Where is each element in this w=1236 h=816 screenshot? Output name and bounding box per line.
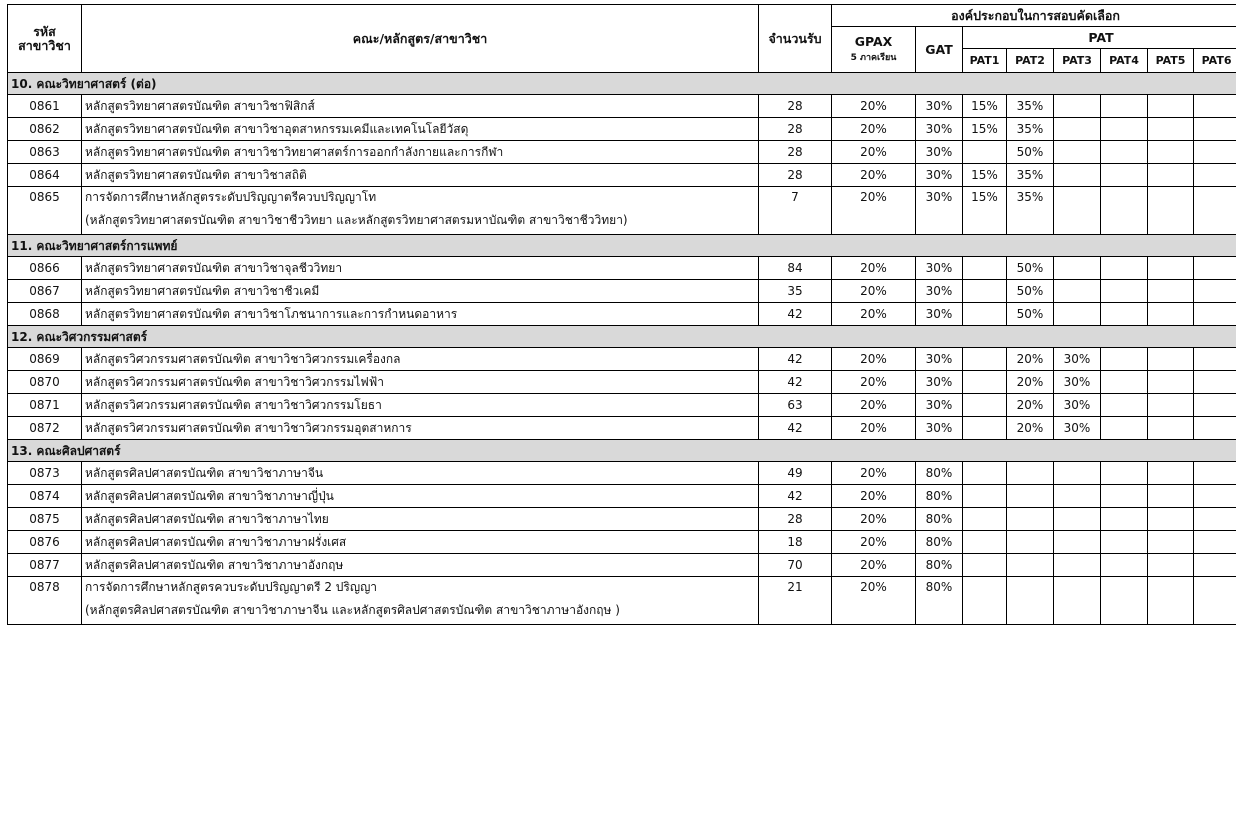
program-name <box>82 371 759 394</box>
pat4-weight <box>1101 462 1148 485</box>
quota-value: 42 <box>759 417 832 440</box>
gat-weight: 30% <box>916 95 963 118</box>
pat2-weight <box>1007 508 1054 531</box>
gat-weight: 30% <box>916 417 963 440</box>
program-name-line1: หลักสูตรศิลปศาสตรบัณฑิต สาขาวิชาภาษาไทย <box>85 512 329 526</box>
program-code: 0877 <box>8 554 82 577</box>
pat3-weight <box>1054 508 1101 531</box>
program-name <box>82 257 759 280</box>
program-code: 0870 <box>8 371 82 394</box>
faculty-title: 11. คณะวิทยาศาสตร์การแพทย์ <box>8 235 1236 257</box>
pat1-weight <box>963 257 1007 280</box>
pat4-weight <box>1101 257 1148 280</box>
program-name <box>82 164 759 187</box>
pat6-weight <box>1194 485 1236 508</box>
pat4-weight <box>1101 280 1148 303</box>
pat3-weight <box>1054 118 1101 141</box>
gat-weight: 30% <box>916 187 963 235</box>
program-name <box>82 417 759 440</box>
gpax-header <box>832 27 916 73</box>
pat1-weight <box>963 348 1007 371</box>
pat1-weight <box>963 462 1007 485</box>
pat2-header: PAT2 <box>1007 49 1054 73</box>
pat4-weight <box>1101 577 1148 625</box>
pat5-weight <box>1148 95 1194 118</box>
faculty-section-row <box>8 235 1236 257</box>
program-name <box>82 462 759 485</box>
pat4-weight <box>1101 187 1148 235</box>
table-row <box>8 164 1236 187</box>
program-name <box>82 577 759 625</box>
pat4-weight <box>1101 554 1148 577</box>
pat2-weight: 50% <box>1007 303 1054 326</box>
gat-weight: 30% <box>916 280 963 303</box>
program-name-line1: หลักสูตรศิลปศาสตรบัณฑิต สาขาวิชาภาษาจีน <box>85 466 324 480</box>
table-row <box>8 531 1236 554</box>
faculty-section-row <box>8 326 1236 348</box>
gpax-weight: 20% <box>832 371 916 394</box>
gat-weight: 80% <box>916 577 963 625</box>
pat3-weight: 30% <box>1054 371 1101 394</box>
program-name-line1: หลักสูตรวิทยาศาสตรบัณฑิต สาขาวิชาวิทยาศาสตร์การออกกำลังกายและการกีฬา <box>85 145 504 159</box>
gpax-header-label: GPAX <box>854 33 893 49</box>
pat6-weight <box>1194 508 1236 531</box>
table-row <box>8 348 1236 371</box>
pat6-weight <box>1194 394 1236 417</box>
pat6-weight <box>1194 554 1236 577</box>
program-code: 0871 <box>8 394 82 417</box>
pat3-weight <box>1054 164 1101 187</box>
pat5-weight <box>1148 417 1194 440</box>
table-row <box>8 141 1236 164</box>
gpax-weight: 20% <box>832 95 916 118</box>
program-code: 0869 <box>8 348 82 371</box>
pat1-weight: 15% <box>963 187 1007 235</box>
pat6-weight <box>1194 462 1236 485</box>
pat6-weight <box>1194 417 1236 440</box>
quota-value: 28 <box>759 95 832 118</box>
code-header <box>8 5 82 73</box>
pat5-weight <box>1148 348 1194 371</box>
pat3-weight <box>1054 462 1101 485</box>
quota-value: 7 <box>759 187 832 235</box>
quota-value: 63 <box>759 394 832 417</box>
program-name-line2: (หลักสูตรศิลปศาสตรบัณฑิต สาขาวิชาภาษาจีน และหลักสูตรศิลปศาสตรบัณฑิต สาขาวิชาภาษาอังกฤษ ) <box>85 603 620 617</box>
pat1-weight <box>963 303 1007 326</box>
pat5-weight <box>1148 577 1194 625</box>
quota-value: 49 <box>759 462 832 485</box>
quota-value: 28 <box>759 164 832 187</box>
pat5-weight <box>1148 187 1194 235</box>
gat-weight: 80% <box>916 554 963 577</box>
quota-value: 42 <box>759 303 832 326</box>
program-code: 0878 <box>8 577 82 625</box>
pat5-weight <box>1148 164 1194 187</box>
gat-weight: 30% <box>916 348 963 371</box>
pat2-weight: 50% <box>1007 257 1054 280</box>
pat5-header: PAT5 <box>1148 49 1194 73</box>
pat2-weight: 50% <box>1007 280 1054 303</box>
gpax-weight: 20% <box>832 118 916 141</box>
pat2-weight: 35% <box>1007 118 1054 141</box>
quota-value: 35 <box>759 280 832 303</box>
table-row <box>8 577 1236 625</box>
pat6-weight <box>1194 348 1236 371</box>
pat6-weight <box>1194 531 1236 554</box>
pat3-weight <box>1054 554 1101 577</box>
pat2-weight <box>1007 462 1054 485</box>
pat4-weight <box>1101 118 1148 141</box>
table-row <box>8 508 1236 531</box>
gpax-weight: 20% <box>832 394 916 417</box>
table-row <box>8 280 1236 303</box>
gat-weight: 30% <box>916 394 963 417</box>
pat5-weight <box>1148 485 1194 508</box>
program-name <box>82 394 759 417</box>
gat-weight: 30% <box>916 371 963 394</box>
pat1-weight <box>963 280 1007 303</box>
pat2-weight <box>1007 577 1054 625</box>
quota-value: 28 <box>759 118 832 141</box>
pat2-weight: 35% <box>1007 95 1054 118</box>
pat1-weight <box>963 141 1007 164</box>
pat3-weight <box>1054 257 1101 280</box>
program-name-line1: หลักสูตรวิทยาศาสตรบัณฑิต สาขาวิชาอุตสาหกรรมเคมีและเทคโนโลยีวัสดุ <box>85 122 469 136</box>
quota-value: 42 <box>759 485 832 508</box>
pat2-weight <box>1007 554 1054 577</box>
table-row <box>8 462 1236 485</box>
pat3-weight <box>1054 280 1101 303</box>
pat6-header: PAT6 <box>1194 49 1236 73</box>
pat6-weight <box>1194 141 1236 164</box>
pat5-weight <box>1148 531 1194 554</box>
program-name <box>82 118 759 141</box>
table-row <box>8 303 1236 326</box>
pat3-weight <box>1054 577 1101 625</box>
pat3-weight: 30% <box>1054 348 1101 371</box>
quota-value: 42 <box>759 371 832 394</box>
gpax-weight: 20% <box>832 280 916 303</box>
gat-weight: 30% <box>916 303 963 326</box>
pat6-weight <box>1194 187 1236 235</box>
program-name <box>82 485 759 508</box>
table-body <box>8 73 1236 625</box>
program-name-line1: หลักสูตรวิศวกรรมศาสตรบัณฑิต สาขาวิชาวิศวกรรมอุตสาหการ <box>85 421 412 435</box>
components-header: องค์ประกอบในการสอบคัดเลือก <box>832 5 1236 27</box>
pat4-weight <box>1101 394 1148 417</box>
gpax-weight: 20% <box>832 141 916 164</box>
gpax-weight: 20% <box>832 187 916 235</box>
code-header-line2: สาขาวิชา <box>18 37 71 53</box>
program-name <box>82 531 759 554</box>
gpax-weight: 20% <box>832 257 916 280</box>
quota-value: 70 <box>759 554 832 577</box>
table-row <box>8 95 1236 118</box>
program-name-line1: หลักสูตรวิศวกรรมศาสตรบัณฑิต สาขาวิชาวิศวกรรมไฟฟ้า <box>85 375 385 389</box>
pat3-weight <box>1054 141 1101 164</box>
faculty-section-row <box>8 440 1236 462</box>
program-name <box>82 95 759 118</box>
pat2-weight: 35% <box>1007 187 1054 235</box>
program-name <box>82 187 759 235</box>
table-row <box>8 187 1236 235</box>
pat2-weight <box>1007 531 1054 554</box>
pat3-weight: 30% <box>1054 417 1101 440</box>
quota-value: 21 <box>759 577 832 625</box>
quota-value: 28 <box>759 508 832 531</box>
program-name-line1: หลักสูตรวิทยาศาสตรบัณฑิต สาขาวิชาสถิติ <box>85 168 307 182</box>
pat2-weight: 20% <box>1007 348 1054 371</box>
pat1-weight <box>963 485 1007 508</box>
pat3-weight <box>1054 187 1101 235</box>
program-name-line1: หลักสูตรวิทยาศาสตรบัณฑิต สาขาวิชาชีวเคมี <box>85 284 320 298</box>
pat1-weight <box>963 577 1007 625</box>
table-row <box>8 417 1236 440</box>
gpax-weight: 20% <box>832 462 916 485</box>
pat1-weight <box>963 531 1007 554</box>
pat1-weight: 15% <box>963 118 1007 141</box>
program-code: 0861 <box>8 95 82 118</box>
quota-header: จำนวนรับ <box>759 5 832 73</box>
pat4-weight <box>1101 531 1148 554</box>
gat-weight: 80% <box>916 462 963 485</box>
pat1-weight <box>963 417 1007 440</box>
pat5-weight <box>1148 118 1194 141</box>
pat4-weight <box>1101 371 1148 394</box>
faculty-title: 10. คณะวิทยาศาสตร์ (ต่อ) <box>8 73 1236 95</box>
pat6-weight <box>1194 164 1236 187</box>
program-code: 0872 <box>8 417 82 440</box>
pat4-weight <box>1101 508 1148 531</box>
table-row <box>8 554 1236 577</box>
gat-weight: 30% <box>916 141 963 164</box>
gat-weight: 80% <box>916 508 963 531</box>
pat6-weight <box>1194 577 1236 625</box>
program-code: 0868 <box>8 303 82 326</box>
gat-weight: 30% <box>916 164 963 187</box>
pat6-weight <box>1194 118 1236 141</box>
program-code: 0865 <box>8 187 82 235</box>
code-header-line1: รหัส <box>33 23 56 39</box>
program-name-line1: การจัดการศึกษาหลักสูตรระดับปริญญาตรีควบปริญญาโท <box>85 190 377 204</box>
pat3-weight <box>1054 303 1101 326</box>
pat1-weight <box>963 508 1007 531</box>
table-row <box>8 118 1236 141</box>
pat3-weight <box>1054 485 1101 508</box>
pat2-weight: 35% <box>1007 164 1054 187</box>
gpax-weight: 20% <box>832 508 916 531</box>
pat3-header: PAT3 <box>1054 49 1101 73</box>
faculty-title: 12. คณะวิศวกรรมศาสตร์ <box>8 326 1236 348</box>
program-code: 0862 <box>8 118 82 141</box>
pat1-header: PAT1 <box>963 49 1007 73</box>
pat6-weight <box>1194 95 1236 118</box>
table-row <box>8 257 1236 280</box>
gpax-weight: 20% <box>832 164 916 187</box>
pat1-weight: 15% <box>963 164 1007 187</box>
pat3-weight <box>1054 95 1101 118</box>
pat5-weight <box>1148 280 1194 303</box>
gat-weight: 30% <box>916 257 963 280</box>
program-name-line1: หลักสูตรวิทยาศาสตรบัณฑิต สาขาวิชาฟิสิกส์ <box>85 99 315 113</box>
gat-header: GAT <box>916 27 963 73</box>
program-name-line1: การจัดการศึกษาหลักสูตรควบระดับปริญญาตรี 2 ปริญญา <box>85 580 378 594</box>
pat5-weight <box>1148 394 1194 417</box>
program-code: 0876 <box>8 531 82 554</box>
faculty-section-row <box>8 73 1236 95</box>
program-name-line1: หลักสูตรวิทยาศาสตรบัณฑิต สาขาวิชาโภชนาการและการกำหนดอาหาร <box>85 307 458 321</box>
gpax-weight: 20% <box>832 417 916 440</box>
gat-weight: 80% <box>916 531 963 554</box>
gpax-weight: 20% <box>832 554 916 577</box>
program-code: 0867 <box>8 280 82 303</box>
pat1-weight <box>963 371 1007 394</box>
pat5-weight <box>1148 554 1194 577</box>
gat-weight: 80% <box>916 485 963 508</box>
pat4-weight <box>1101 303 1148 326</box>
admission-table <box>7 4 1236 625</box>
gpax-weight: 20% <box>832 531 916 554</box>
program-code: 0874 <box>8 485 82 508</box>
quota-value: 42 <box>759 348 832 371</box>
program-name-line1: หลักสูตรศิลปศาสตรบัณฑิต สาขาวิชาภาษาญี่ปุ่น <box>85 489 334 503</box>
pat4-weight <box>1101 141 1148 164</box>
pat6-weight <box>1194 280 1236 303</box>
pat5-weight <box>1148 257 1194 280</box>
pat5-weight <box>1148 371 1194 394</box>
program-name <box>82 141 759 164</box>
pat2-weight <box>1007 485 1054 508</box>
pat4-header: PAT4 <box>1101 49 1148 73</box>
gpax-weight: 20% <box>832 348 916 371</box>
program-name <box>82 303 759 326</box>
gat-weight: 30% <box>916 118 963 141</box>
pat5-weight <box>1148 508 1194 531</box>
program-name-line2: (หลักสูตรวิทยาศาสตรบัณฑิต สาขาวิชาชีววิทยา และหลักสูตรวิทยาศาสตรมหาบัณฑิต สาขาวิชาชีววิทยา) <box>85 213 628 227</box>
program-header: คณะ/หลักสูตร/สาขาวิชา <box>82 5 759 73</box>
program-name <box>82 348 759 371</box>
pat5-weight <box>1148 141 1194 164</box>
table-row <box>8 485 1236 508</box>
gpax-weight: 20% <box>832 485 916 508</box>
pat6-weight <box>1194 303 1236 326</box>
faculty-title: 13. คณะศิลปศาสตร์ <box>8 440 1236 462</box>
gpax-weight: 20% <box>832 303 916 326</box>
program-name-line1: หลักสูตรวิศวกรรมศาสตรบัณฑิต สาขาวิชาวิศวกรรมโยธา <box>85 398 382 412</box>
pat4-weight <box>1101 348 1148 371</box>
gpax-header-sub: 5 ภาคเรียน <box>850 52 897 63</box>
program-name-line1: หลักสูตรวิทยาศาสตรบัณฑิต สาขาวิชาจุลชีววิทยา <box>85 261 343 275</box>
pat1-weight: 15% <box>963 95 1007 118</box>
pat3-weight <box>1054 531 1101 554</box>
pat1-weight <box>963 554 1007 577</box>
pat5-weight <box>1148 462 1194 485</box>
pat2-weight: 50% <box>1007 141 1054 164</box>
pat-header: PAT <box>963 27 1236 49</box>
quota-value: 28 <box>759 141 832 164</box>
pat4-weight <box>1101 164 1148 187</box>
program-code: 0873 <box>8 462 82 485</box>
quota-value: 18 <box>759 531 832 554</box>
program-name-line1: หลักสูตรศิลปศาสตรบัณฑิต สาขาวิชาภาษาฝรั่งเศส <box>85 535 347 549</box>
program-code: 0863 <box>8 141 82 164</box>
pat2-weight: 20% <box>1007 394 1054 417</box>
pat3-weight: 30% <box>1054 394 1101 417</box>
program-code: 0866 <box>8 257 82 280</box>
table-header <box>8 5 1236 73</box>
pat4-weight <box>1101 95 1148 118</box>
program-name <box>82 554 759 577</box>
pat5-weight <box>1148 303 1194 326</box>
program-name-line1: หลักสูตรศิลปศาสตรบัณฑิต สาขาวิชาภาษาอังกฤษ <box>85 558 344 572</box>
program-name <box>82 508 759 531</box>
pat2-weight: 20% <box>1007 417 1054 440</box>
pat1-weight <box>963 394 1007 417</box>
pat4-weight <box>1101 485 1148 508</box>
pat4-weight <box>1101 417 1148 440</box>
table-row <box>8 394 1236 417</box>
pat2-weight: 20% <box>1007 371 1054 394</box>
program-name <box>82 280 759 303</box>
quota-value: 84 <box>759 257 832 280</box>
pat6-weight <box>1194 257 1236 280</box>
program-name-line1: หลักสูตรวิศวกรรมศาสตรบัณฑิต สาขาวิชาวิศวกรรมเครื่องกล <box>85 352 401 366</box>
program-code: 0864 <box>8 164 82 187</box>
table-row <box>8 371 1236 394</box>
gpax-weight: 20% <box>832 577 916 625</box>
program-code: 0875 <box>8 508 82 531</box>
pat6-weight <box>1194 371 1236 394</box>
